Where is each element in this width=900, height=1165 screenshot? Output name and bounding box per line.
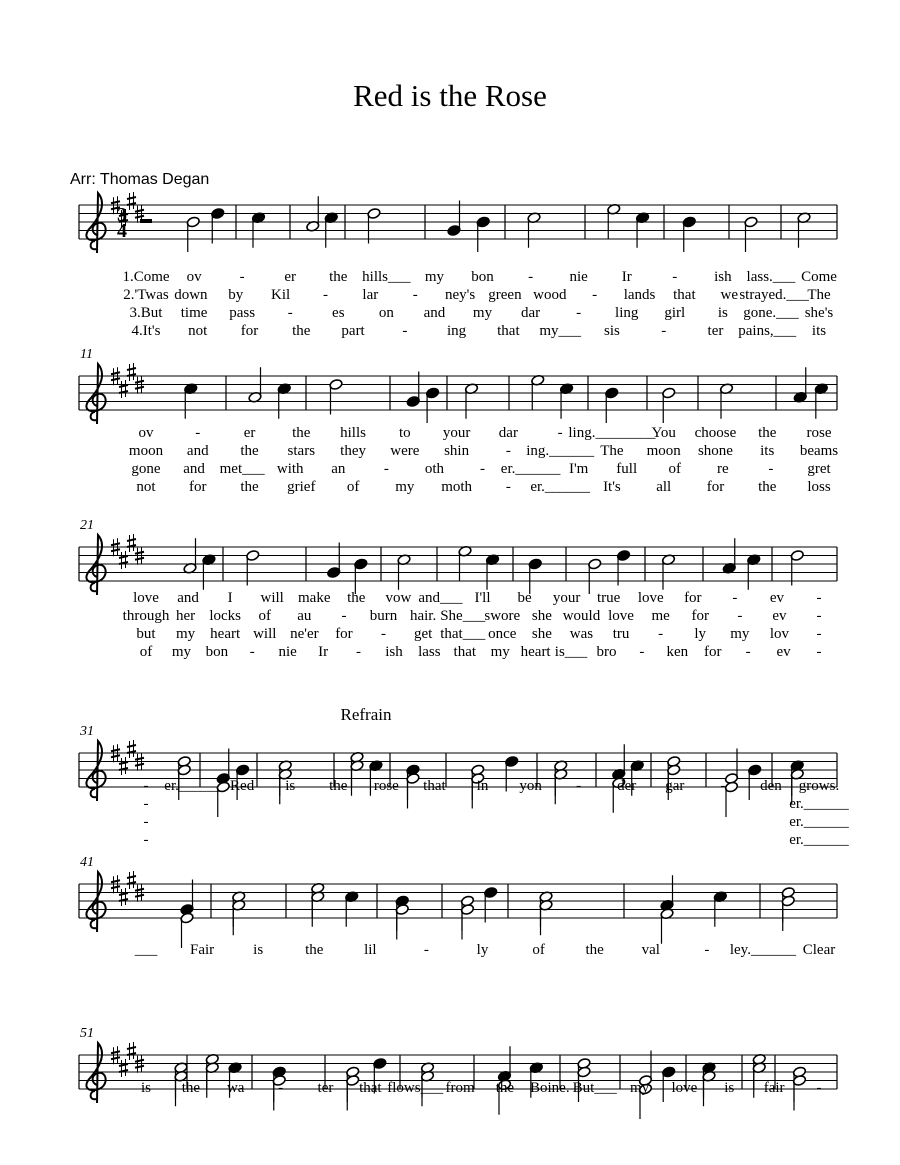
lyric-syllable: -: [720, 778, 726, 794]
lyric-syllable: -: [195, 425, 201, 441]
lyric-syllable: from: [445, 1080, 475, 1096]
lyric-syllable: is: [724, 1080, 735, 1096]
arranger-credit: Arr: Thomas Degan: [70, 171, 210, 188]
lyric-syllable: -: [732, 590, 738, 606]
lyric-syllable: -: [143, 796, 149, 812]
lyric-syllable: -: [383, 461, 389, 477]
lyric-syllable: beams: [799, 443, 839, 459]
lyric-syllable: is___: [554, 644, 588, 660]
lyric-syllable: ter: [707, 323, 724, 339]
sharp-icon: [111, 749, 120, 751]
lyric-syllable: -: [278, 1080, 284, 1096]
lyric-syllable: -: [402, 323, 408, 339]
lyric-syllable: my___: [539, 323, 581, 339]
lyric-syllable: er.______: [500, 461, 561, 477]
lyric-syllable: love: [133, 590, 159, 606]
lyric-syllable: fair: [763, 1080, 785, 1096]
lyric-syllable: I: [227, 590, 233, 606]
lyric-syllable: your: [442, 425, 471, 441]
lyric-syllable: on: [378, 305, 394, 321]
sharp-icon: [127, 876, 136, 878]
lyric-syllable: -: [143, 832, 149, 848]
lyric-syllable: time: [180, 305, 208, 321]
lyric-syllable: moth: [441, 479, 473, 495]
lyric-syllable: er.______: [530, 479, 590, 495]
lyric-syllable: gar: [665, 778, 685, 794]
lyric-syllable: -: [249, 644, 255, 660]
lyric-syllable: she: [531, 626, 552, 642]
lyric-syllable: heart: [520, 644, 551, 660]
lyric-syllable: -: [356, 644, 362, 660]
refrain-label: Refrain: [340, 705, 392, 724]
lyric-syllable: my: [171, 644, 192, 660]
lyric-syllable: -: [661, 323, 667, 339]
lyric-syllable: -: [592, 287, 598, 303]
lyric-syllable: my: [176, 626, 196, 642]
lyric-syllable: through: [122, 608, 170, 624]
treble-clef-icon: [86, 535, 105, 595]
lyric-syllable: tru: [612, 626, 630, 642]
lyric-syllable: is: [285, 778, 296, 794]
lyric-syllable: my: [730, 626, 750, 642]
lyric-syllable: er: [243, 425, 256, 441]
lyric-syllable: that: [673, 287, 696, 303]
sharp-icon: [111, 372, 120, 374]
lyric-syllable: is: [140, 1080, 152, 1096]
lyric-syllable: It's: [603, 479, 621, 495]
lyric-syllable: lov: [769, 626, 789, 642]
staff-system: [79, 1026, 837, 1119]
sharp-icon: [119, 385, 128, 387]
lyric-syllable: den: [760, 778, 782, 794]
staff-system: [79, 518, 837, 660]
lyric-syllable: and: [423, 305, 446, 321]
lyric-syllable: er: [284, 269, 297, 285]
lyric-syllable: -: [505, 479, 511, 495]
lyric-syllable: make: [298, 590, 331, 606]
sharp-icon: [111, 1051, 120, 1053]
sharp-icon: [111, 543, 120, 545]
lyric-syllable: er.______: [789, 796, 849, 812]
lyric-syllable: the: [181, 1080, 201, 1096]
lyric-syllable: grief: [287, 479, 316, 495]
lyric-syllable: ev: [769, 590, 785, 606]
sharp-icon: [135, 758, 144, 760]
sharp-icon: [119, 762, 128, 764]
lyric-syllable: love: [671, 1080, 698, 1096]
lyric-syllable: me: [651, 608, 670, 624]
lyric-syllable: for: [684, 590, 702, 606]
lyric-syllable: vow: [385, 590, 412, 606]
lyric-syllable: -: [341, 608, 347, 624]
lyric-syllable: that___: [440, 626, 486, 642]
lyric-syllable: ley.______: [729, 942, 796, 958]
lyric-syllable: the: [292, 425, 311, 441]
measure-number: 51: [80, 1026, 94, 1041]
lyric-syllable: is: [717, 305, 728, 321]
lyric-syllable: its: [811, 323, 827, 339]
sharp-icon: [111, 886, 120, 888]
lyric-syllable: lass.___: [746, 269, 796, 285]
lyric-syllable: green: [488, 287, 522, 303]
lyric-syllable: strayed.___: [739, 287, 809, 303]
sharp-icon: [135, 889, 144, 891]
lyric-syllable: ov: [138, 425, 154, 441]
lyric-syllable: with: [276, 461, 304, 477]
lyric-syllable: hills: [340, 425, 366, 441]
lyric-syllable: -: [423, 942, 429, 958]
lyric-syllable: ing: [447, 323, 467, 339]
lyric-syllable: the: [495, 1080, 515, 1096]
lyric-syllable: is: [253, 942, 264, 958]
sharp-icon: [135, 216, 144, 218]
sharp-icon: [111, 378, 120, 380]
lyric-syllable: -: [381, 626, 387, 642]
lyric-syllable: -: [322, 287, 328, 303]
lyric-syllable: your: [552, 590, 581, 606]
lyric-syllable: pass: [229, 305, 256, 321]
lyric-syllable: -: [768, 461, 774, 477]
lyric-syllable: stars: [287, 443, 316, 459]
lyric-syllable: Kil: [271, 287, 291, 303]
sharp-icon: [135, 764, 144, 766]
lyric-syllable: the: [240, 479, 259, 495]
lyric-syllable: oth: [424, 461, 445, 477]
staff-system: [79, 855, 837, 958]
lyric-syllable: heart: [210, 626, 241, 642]
lyric-syllable: The: [807, 287, 831, 303]
lyric-syllable: will: [260, 590, 284, 606]
lyric-syllable: I'm: [568, 461, 589, 477]
lyric-syllable: in: [476, 778, 489, 794]
sharp-icon: [135, 381, 144, 383]
time-signature-bottom: 4: [117, 220, 127, 242]
lyric-syllable: and: [177, 590, 199, 606]
lyric-syllable: will: [253, 626, 277, 642]
lyric-syllable: down: [174, 287, 208, 303]
lyric-syllable: -: [816, 608, 822, 624]
lyric-syllable: lass: [418, 644, 441, 660]
lyric-syllable: true: [597, 590, 621, 606]
lyric-syllable: the: [585, 942, 604, 958]
sharp-icon: [127, 368, 136, 370]
sharp-icon: [111, 880, 120, 882]
lyric-syllable: moon: [128, 443, 164, 459]
lyric-syllable: would: [562, 608, 601, 624]
sharp-icon: [135, 210, 144, 212]
lyric-syllable: for: [706, 479, 725, 495]
treble-clef-icon: [86, 193, 105, 253]
sharp-icon: [127, 1047, 136, 1049]
rest-icon: [140, 219, 152, 223]
sharp-icon: [111, 201, 120, 203]
lyric-syllable: full: [616, 461, 638, 477]
lyric-syllable: part: [341, 323, 365, 339]
sharp-icon: [135, 552, 144, 554]
lyric-syllable: I'll: [474, 590, 491, 606]
lyric-syllable: all: [656, 479, 672, 495]
lyric-syllable: ling: [615, 305, 639, 321]
lyric-syllable: the: [329, 778, 348, 794]
lyric-syllable: Come: [801, 269, 837, 285]
lyric-syllable: -: [816, 626, 822, 642]
sharp-icon: [111, 755, 120, 757]
lyric-syllable: once: [488, 626, 517, 642]
lyric-syllable: er.______: [789, 814, 849, 830]
lyric-syllable: shin: [444, 443, 470, 459]
lyric-syllable: dar: [498, 425, 518, 441]
lyric-syllable: er.______: [789, 832, 849, 848]
lyric-syllable: -: [287, 305, 293, 321]
lyric-syllable: not: [188, 323, 208, 339]
lyric-syllable: rose: [373, 778, 399, 794]
lyric-syllable: and: [186, 443, 209, 459]
lyric-syllable: for: [703, 644, 722, 660]
lyric-syllable: re: [717, 461, 729, 477]
lyric-syllable: hair.: [409, 608, 437, 624]
lyric-syllable: were: [390, 443, 420, 459]
lyric-syllable: You: [651, 425, 676, 441]
lyric-syllable: 4.It's: [131, 323, 161, 339]
lyric-syllable: sis: [604, 323, 620, 339]
lyric-syllable: met___: [219, 461, 265, 477]
lyric-syllable: my: [424, 269, 445, 285]
lyric-syllable: she: [531, 608, 552, 624]
lyric-syllable: The: [600, 443, 624, 459]
lyric-syllable: bro: [596, 644, 617, 660]
lyric-syllable: lil: [364, 942, 377, 958]
lyric-syllable: the: [240, 443, 259, 459]
treble-clef-icon: [86, 872, 105, 932]
lyric-syllable: she's: [804, 305, 834, 321]
lyric-syllable: of: [139, 644, 153, 660]
staff-system: [79, 347, 838, 495]
lyric-syllable: -: [816, 644, 822, 660]
lyric-syllable: hills___: [362, 269, 411, 285]
lyric-syllable: dar: [520, 305, 541, 321]
lyric-syllable: She___: [440, 608, 486, 624]
lyric-syllable: flows___: [387, 1080, 444, 1096]
sharp-icon: [127, 745, 136, 747]
lyric-syllable: that: [453, 644, 477, 660]
lyric-syllable: shone: [697, 443, 733, 459]
lyric-syllable: the: [758, 425, 777, 441]
lyric-syllable: and: [183, 461, 205, 477]
lyric-syllable: -: [658, 626, 664, 642]
lyric-syllable: the: [292, 323, 311, 339]
lyric-syllable: es: [332, 305, 345, 321]
lyric-syllable: of: [532, 942, 545, 958]
lyric-syllable: swore: [484, 608, 521, 624]
lyric-syllable: wood: [533, 287, 567, 303]
lyric-syllable: -: [737, 608, 743, 624]
lyric-syllable: -: [576, 778, 582, 794]
lyric-syllable: love: [637, 590, 664, 606]
measure-number: 11: [80, 347, 93, 362]
lyric-syllable: -: [745, 644, 751, 660]
sharp-icon: [119, 556, 128, 558]
lyric-syllable: be: [517, 590, 532, 606]
song-title: Red is the Rose: [353, 78, 547, 113]
lyric-syllable: the: [347, 590, 366, 606]
lyric-syllable: that: [497, 323, 520, 339]
lyric-syllable: ne'er: [290, 626, 319, 642]
lyric-syllable: ov: [186, 269, 202, 285]
lyric-syllable: lar: [362, 287, 379, 303]
lyric-syllable: ish: [385, 644, 403, 660]
lyric-syllable: 2.'Twas: [123, 287, 169, 303]
lyric-syllable: gret: [807, 461, 831, 477]
lyric-syllable: But___: [572, 1080, 617, 1096]
lyric-syllable: lands: [623, 287, 656, 303]
lyric-syllable: that: [359, 1080, 382, 1096]
lyric-syllable: Clear: [802, 942, 836, 958]
sharp-icon: [127, 197, 136, 199]
measure-number: 31: [80, 724, 94, 739]
lyric-syllable: choose: [694, 425, 737, 441]
lyric-syllable: ish: [714, 269, 732, 285]
lyric-syllable: -: [639, 644, 645, 660]
lyric-syllable: -: [528, 269, 534, 285]
lyric-syllable: au: [297, 608, 312, 624]
sharp-icon: [135, 895, 144, 897]
lyric-syllable: bon: [471, 269, 494, 285]
lyric-syllable: grows.: [798, 778, 840, 794]
lyric-syllable: and___: [418, 590, 463, 606]
lyric-syllable: -: [143, 814, 149, 830]
lyric-syllable: of: [258, 608, 272, 624]
lyric-syllable: -: [816, 1080, 822, 1096]
lyric-syllable: for: [189, 479, 207, 495]
lyric-syllable: my: [472, 305, 493, 321]
sharp-icon: [135, 1060, 144, 1062]
lyric-syllable: -: [480, 461, 485, 477]
lyric-syllable: its: [760, 443, 775, 459]
lyric-syllable: my: [490, 644, 510, 660]
lyric-syllable: the: [329, 269, 348, 285]
lyric-syllable: was: [569, 626, 594, 642]
measure-number: 41: [80, 855, 94, 870]
lyric-syllable: by: [228, 287, 244, 303]
lyric-syllable: 1.Come: [122, 269, 170, 285]
lyric-syllable: of: [668, 461, 682, 477]
lyric-syllable: nie: [278, 644, 297, 660]
lyric-syllable: pains,___: [738, 323, 797, 339]
lyric-syllable: ling.________: [568, 425, 656, 441]
lyric-syllable: Boine.: [530, 1080, 570, 1096]
lyric-syllable: to: [399, 425, 411, 441]
lyric-syllable: Ir: [318, 644, 329, 660]
lyric-syllable: ev: [772, 608, 787, 624]
lyric-syllable: Fair: [189, 942, 215, 958]
treble-clef-icon: [86, 1043, 105, 1103]
lyric-syllable: my: [629, 1080, 650, 1096]
lyric-syllable: er.______: [164, 778, 224, 794]
lyric-syllable: -: [557, 425, 563, 441]
lyric-syllable: bon: [205, 644, 229, 660]
lyric-syllable: -: [143, 778, 149, 794]
lyric-syllable: -: [816, 590, 822, 606]
lyric-syllable: Ir: [621, 269, 632, 285]
lyric-syllable: -: [672, 269, 678, 285]
sharp-icon: [135, 1066, 144, 1068]
lyric-syllable: Red: [230, 778, 255, 794]
time-signature-top: 3: [117, 204, 127, 226]
lyric-syllable: -: [239, 269, 245, 285]
lyric-syllable: gone.___: [743, 305, 799, 321]
lyric-syllable: her: [176, 608, 196, 624]
lyric-syllable: burn: [369, 608, 398, 624]
lyric-syllable: an: [331, 461, 346, 477]
lyric-syllable: -: [704, 942, 710, 958]
lyric-syllable: -: [576, 305, 582, 321]
lyric-syllable: nie: [569, 269, 588, 285]
lyric-syllable: ing.______: [526, 443, 595, 459]
lyric-syllable: yon: [519, 778, 542, 794]
lyric-syllable: ly: [694, 626, 707, 642]
lyric-syllable: wa: [226, 1080, 245, 1096]
treble-clef-icon: [86, 741, 105, 801]
lyric-syllable: for: [335, 626, 353, 642]
lyric-syllable: we: [720, 287, 739, 303]
lyric-syllable: ly: [476, 942, 489, 958]
treble-clef-icon: [86, 364, 105, 424]
sharp-icon: [119, 1064, 128, 1066]
measure-number: 21: [80, 518, 94, 533]
lyric-syllable: val: [641, 942, 660, 958]
sharp-icon: [135, 558, 144, 560]
staff-system: [79, 192, 837, 339]
lyric-syllable: the: [758, 479, 777, 495]
lyric-syllable: ken: [666, 644, 689, 660]
lyric-syllable: but: [136, 626, 156, 642]
lyric-syllable: love: [608, 608, 634, 624]
lyric-syllable: -: [412, 287, 418, 303]
lyric-syllable: ney's: [444, 287, 476, 303]
lyric-syllable: for: [691, 608, 709, 624]
lyric-syllable: rose: [806, 425, 832, 441]
sharp-icon: [111, 549, 120, 551]
lyric-syllable: they: [340, 443, 366, 459]
lyric-syllable: the: [305, 942, 324, 958]
lyric-syllable: loss: [807, 479, 831, 495]
lyric-syllable: locks: [209, 608, 242, 624]
lyric-syllable: my: [395, 479, 415, 495]
lyric-syllable: 3.But: [129, 305, 163, 321]
lyric-syllable: gone: [131, 461, 161, 477]
lyric-syllable: -: [505, 443, 511, 459]
lyric-syllable: ev: [776, 644, 791, 660]
lyric-syllable: of: [346, 479, 360, 495]
lyric-syllable: girl: [664, 305, 686, 321]
sharp-icon: [119, 893, 128, 895]
lyric-syllable: moon: [646, 443, 681, 459]
lyric-syllable: ___: [134, 942, 158, 958]
lyric-syllable: der: [617, 778, 637, 794]
staff-system: [79, 724, 849, 848]
lyric-syllable: get: [413, 626, 433, 642]
sharp-icon: [135, 387, 144, 389]
lyric-syllable: for: [240, 323, 259, 339]
lyric-syllable: that: [423, 778, 446, 794]
sharp-icon: [127, 539, 136, 541]
lyric-syllable: ter: [317, 1080, 334, 1096]
lyric-syllable: not: [136, 479, 156, 495]
sharp-icon: [111, 1057, 120, 1059]
